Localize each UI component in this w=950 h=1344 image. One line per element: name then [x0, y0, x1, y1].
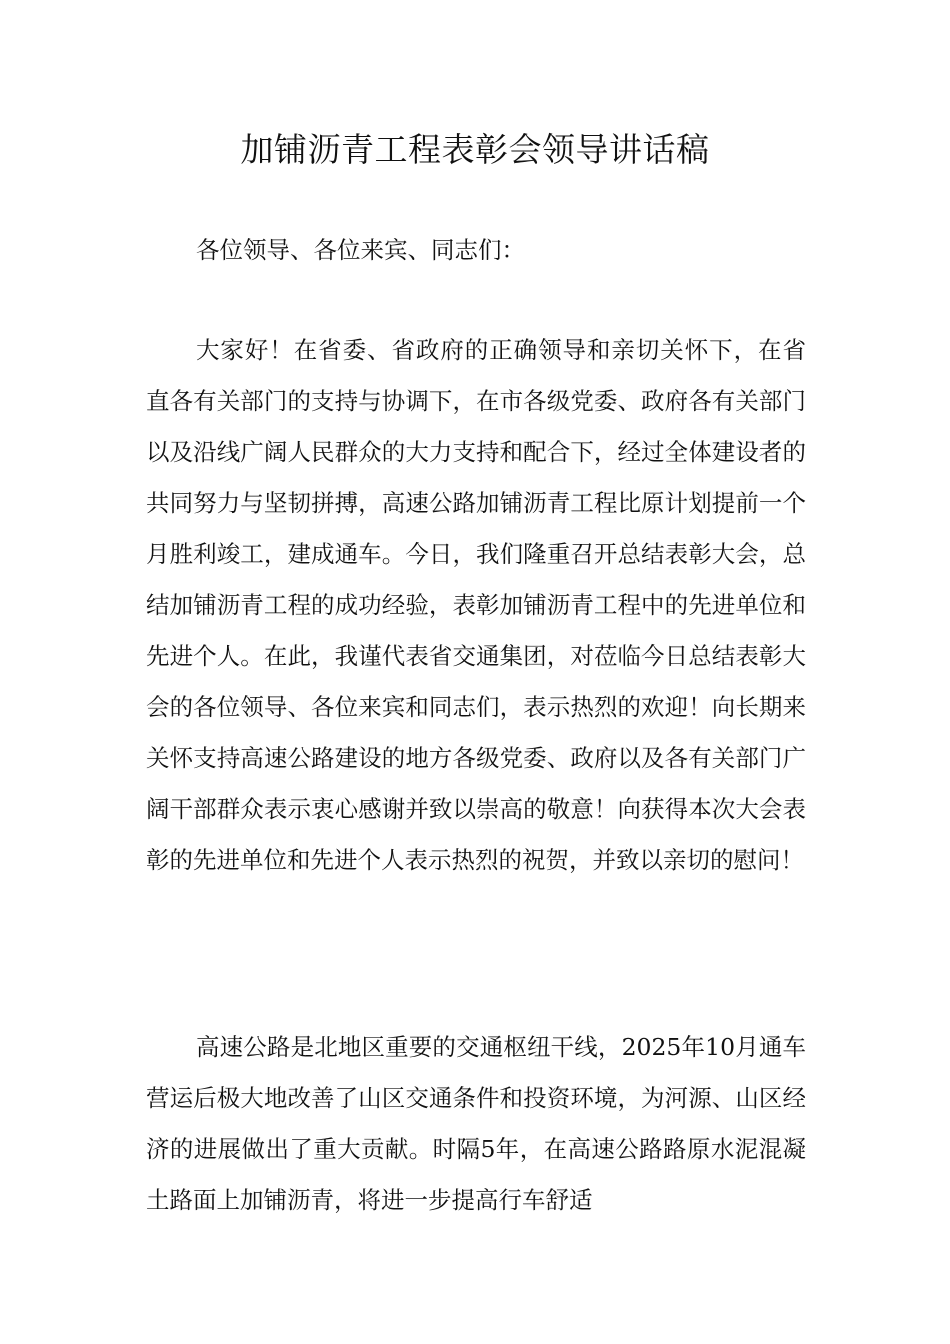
paragraph-2: 高速公路是北地区重要的交通枢纽干线，2025年10月通车营运后极大地改善了山区交通条件和投资环境，为河源、山区经济的进展做出了重大贡献。时隔5年，在高速公路路原水泥混凝土路面上加铺沥青，将进一步提高行车舒适: [146, 1033, 806, 1214]
document-title: 加铺沥青工程表彰会领导讲话稿: [240, 130, 710, 169]
paragraph-1: 大家好！在省委、省政府的正确领导和亲切关怀下，在省直各有关部门的支持与协调下，在市各级党委、政府各有关部门以及沿线广阔人民群众的大力支持和配合下，经过全体建设者的共同努力与坚韧拼搏，高速公路加铺沥青工程比原计划提前一个月胜利竣工，建成通车。今日，我们隆重召开总结表彰大会，总结加铺沥青工程的成功经验，表彰加铺沥青工程中的先进单位和先进个人。在此，我谨代表省交通集团，对莅临今日总结表彰大会的各位领导、各位来宾和同志们，表示热烈的欢迎！向长期来关怀支持高速公路建设的地方各级党委、政府以及各有关部门广阔干部群众表示衷心感谢并致以崇高的敬意！向获得本次大会表彰的先进单位和先进个人表示热烈的祝贺，并致以亲切的慰问！: [146, 336, 806, 874]
salutation: 各位领导、各位来宾、同志们：: [196, 236, 525, 264]
